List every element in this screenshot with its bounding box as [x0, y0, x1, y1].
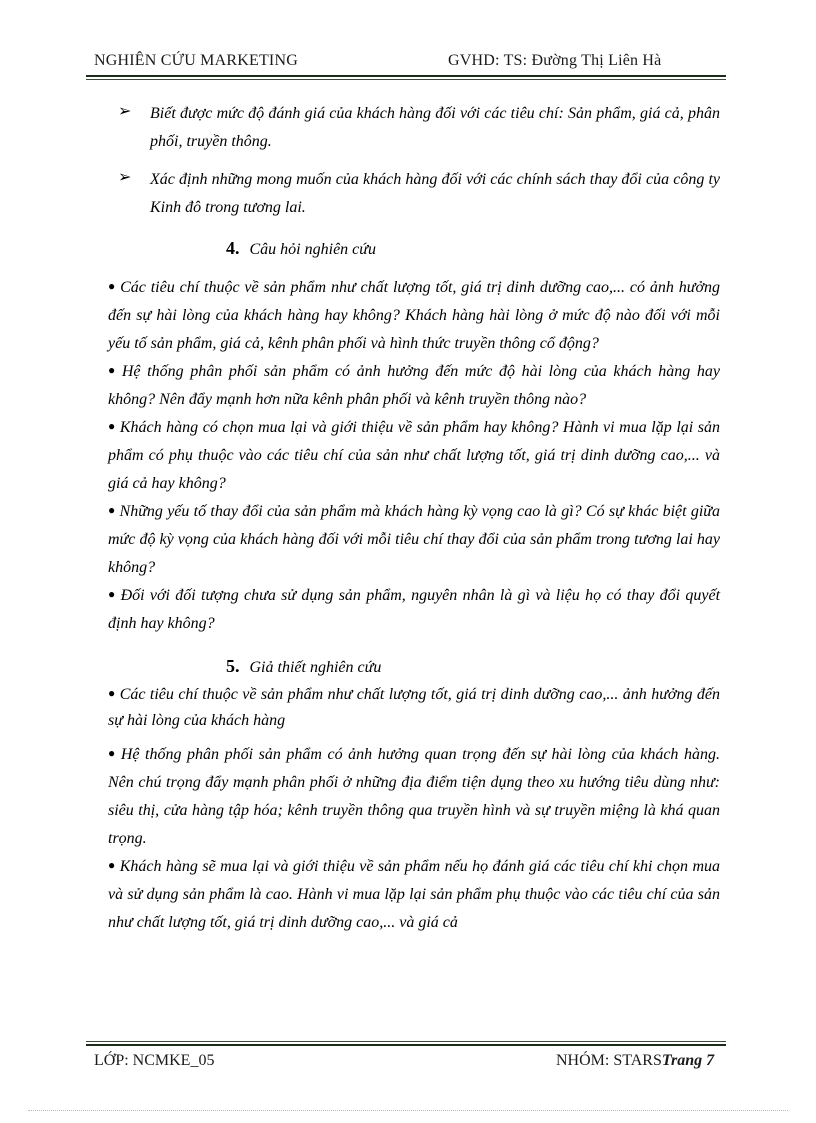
bullet-icon: ●: [108, 503, 116, 517]
section-title: Giả thiết nghiên cứu: [249, 659, 382, 676]
bullet-icon: ●: [108, 279, 117, 293]
page-number: Trang 7: [661, 1052, 715, 1069]
question-item: [108, 498, 720, 582]
hypothesis-item: [108, 853, 720, 937]
bullet-icon: ●: [108, 363, 118, 377]
bullet-icon: ●: [108, 858, 116, 872]
header-course-title: NGHIÊN CỨU MARKETING: [94, 52, 298, 69]
question-item: [108, 582, 720, 638]
header-rule-thin: [86, 79, 726, 80]
section-number: 4.: [226, 238, 240, 258]
section-5-heading: [226, 652, 720, 682]
objective-text: Biết được mức độ đánh giá của khách hàng đối với các tiêu chí: Sản phẩm, giá cả, phân phối, truyền thông.: [150, 105, 720, 150]
bullet-icon: ●: [108, 686, 116, 700]
header-advisor: GVHD: TS: Đường Thị Liên Hà: [448, 52, 662, 69]
hypothesis-item: [108, 741, 720, 853]
question-item: [108, 414, 720, 498]
question-text: Đối với đối tượng chưa sử dụng sản phẩm, nguyên nhân là gì và liệu họ có thay đổi quyết định hay không?: [108, 587, 721, 632]
document-body: [108, 100, 720, 937]
footer-group: [556, 1052, 714, 1070]
footer-class: LỚP: NCMKE_05: [94, 1052, 215, 1069]
hypothesis-text: Hệ thống phân phối sản phẩm có ảnh hưởng quan trọng đến sự hài lòng của khách hàng. Nên chú trọng đẩy mạnh phân phối ở những địa điểm tiện dụng theo xu hướng tiêu dùng như: siêu thị, cửa hàng tập hóa; kênh truyền thông qua truyền hình và sự truyền miệng là khá quan trọng.: [108, 746, 720, 847]
section-title: Câu hỏi nghiên cứu: [249, 241, 376, 258]
footer-group-name: NHÓM: STARS: [556, 1052, 662, 1069]
question-text: Hệ thống phân phối sản phẩm có ảnh hưởng đến mức độ hài lòng của khách hàng hay không? Nên đẩy mạnh hơn nữa kênh phân phối và kênh truyền thông nào?: [108, 363, 720, 408]
objective-item: [118, 100, 720, 156]
page-edge-divider: [28, 1110, 788, 1111]
question-text: Khách hàng có chọn mua lại và giới thiệu về sản phẩm hay không? Hành vi mua lặp lại sản phẩm có phụ thuộc vào các tiêu chí của sản như chất lượng tốt, giá trị dinh dưỡng cao,... và giá cả hay không?: [108, 419, 721, 492]
arrow-bullet-icon: ➢: [118, 103, 132, 120]
hypothesis-text: Các tiêu chí thuộc về sản phẩm như chất lượng tốt, giá trị dinh dưỡng cao,... ảnh hưởng đến sự hài lòng của khách hàng: [108, 686, 720, 729]
footer-rule-thin: [86, 1041, 726, 1042]
bullet-icon: ●: [108, 587, 117, 601]
question-text: Những yếu tố thay đổi của sản phẩm mà khách hàng kỳ vọng cao là gì? Có sự khác biệt giữa mức độ kỳ vọng của khách hàng đối với mỗi tiêu chí thay đổi của sản phẩm trong tương lai hay không?: [108, 503, 721, 576]
objective-text: Xác định những mong muốn của khách hàng đối với các chính sách thay đổi của công ty Kinh đô trong tương lai.: [150, 171, 720, 216]
question-item: [108, 358, 720, 414]
header-rule: [86, 75, 726, 77]
bullet-icon: ●: [108, 746, 117, 760]
bullet-icon: ●: [108, 419, 116, 433]
section-number: 5.: [226, 656, 240, 676]
question-item: [108, 274, 720, 358]
question-text: Các tiêu chí thuộc về sản phẩm như chất lượng tốt, giá trị dinh dưỡng cao,... có ảnh hưởng đến sự hài lòng của khách hàng hay không? Khách hàng hài lòng ở mức độ nào đối với mỗi yếu tố sản phẩm, giá cả, kênh phân phối và hình thức truyền thông cổ động?: [108, 279, 720, 352]
hypothesis-text: Khách hàng sẽ mua lại và giới thiệu về sản phẩm nếu họ đánh giá các tiêu chí khi chọn mua và sử dụng sản phẩm là cao. Hành vi mua lặp lại sản phẩm phụ thuộc vào các tiêu chí của sản như chất lượng tốt, giá trị dinh dưỡng cao,... và giá cả: [108, 858, 720, 931]
footer-rule: [86, 1044, 726, 1046]
arrow-bullet-icon: ➢: [118, 169, 132, 186]
hypothesis-item: [108, 682, 720, 733]
objective-item: [118, 166, 720, 222]
section-4-heading: [226, 234, 720, 264]
